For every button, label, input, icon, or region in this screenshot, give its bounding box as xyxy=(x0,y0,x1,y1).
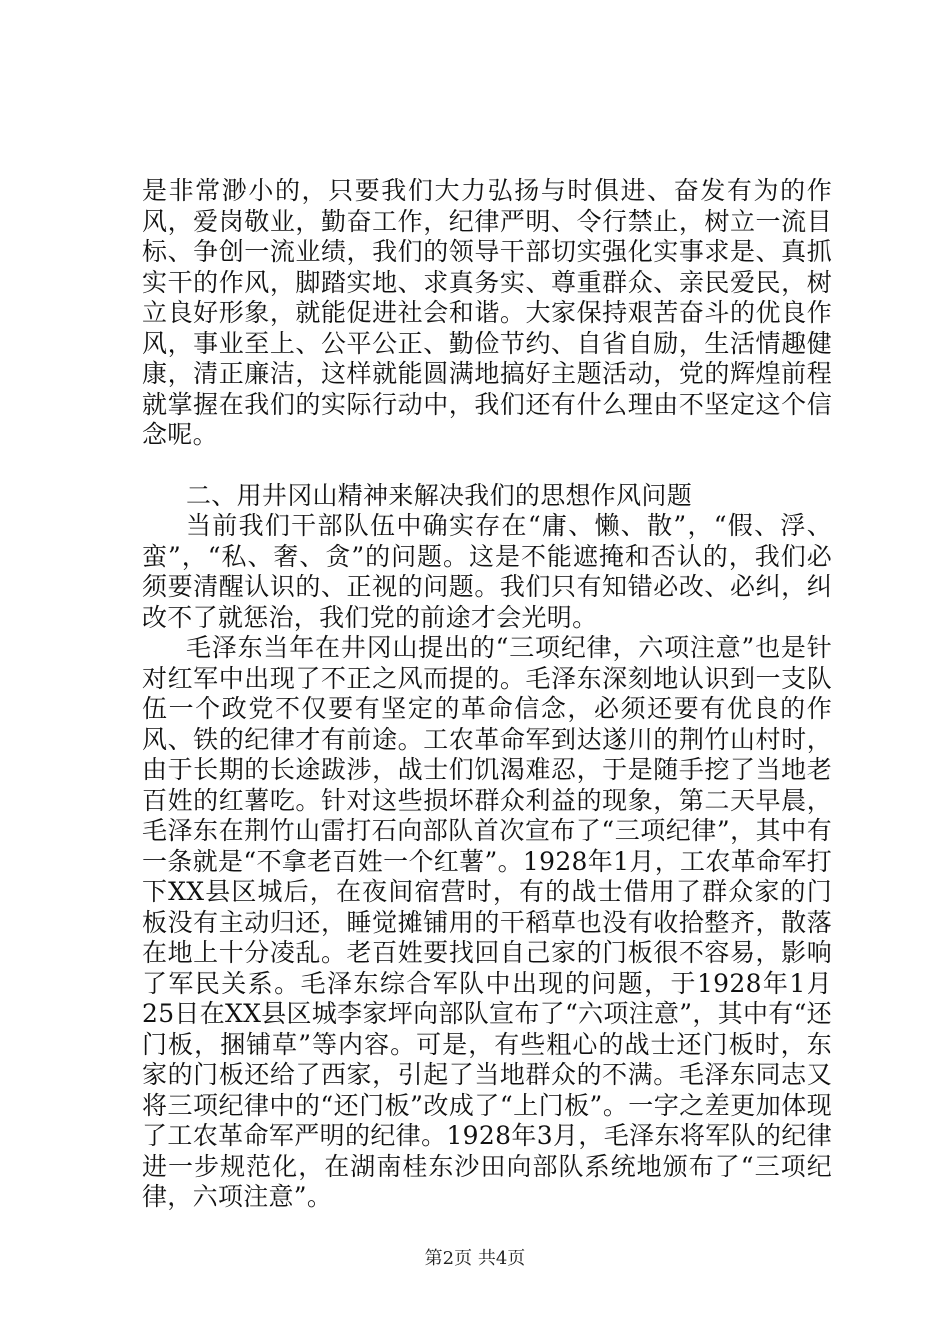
section-heading: 二、用井冈山精神来解决我们的思想作风问题 xyxy=(186,480,693,510)
paragraph: 毛泽东当年在井冈山提出的“三项纪律，六项注意”也是针对红军中出现了不正之风而提的。毛泽东深刻地认识到一支队伍一个政党不仅要有坚定的革命信念，必须还要有优良的作风、铁的纪律才有前途。工农革命军到达遂川的荆竹山村时，由于长期的长途跋涉，战士们饥渴难忍，于是随手挖了当地老百姓的红薯吃。针对这些损坏群众利益的现象，第二天早晨，毛泽东在荆竹山雷打石向部队首次宣布了“三项纪律”，其中有一条就是“不拿老百姓一个红薯”。1928年1月，工农革命军打下XX县区城后，在夜间宿营时，有的战士借用了群众家的门板没有主动归还，睡觉摊铺用的干稻草也没有收拾整齐，散落在地上十分凌乱。老百姓要找回自己家的门板很不容易，影响了军民关系。毛泽东综合军队中出现的问题，于1928年1月25日在XX县区城李家坪向部队宣布了“六项注意”，其中有“还门板，捆铺草”等内容。可是，有些粗心的战士还门板时，东家的门板还给了西家，引起了当地群众的不满。毛泽东同志又将三项纪律中的“还门板”改成了“上门板”。一字之差更加体现了工农革命军严明的纪律。1928年3月，毛泽东将军队的纪律进一步规范化，在湖南桂东沙田向部队系统地颁布了“三项纪律，六项注意”。 xyxy=(142,633,832,1211)
paragraph-continued: 是非常渺小的，只要我们大力弘扬与时俱进、奋发有为的作风，爱岗敬业，勤奋工作，纪律严明、令行禁止，树立一流目标、争创一流业绩，我们的领导干部切实强化实事求是、真抓实干的作风，脚踏实地、求真务实、尊重群众、亲民爱民，树立良好形象，就能促进社会和谐。大家保持艰苦奋斗的优良作风，事业至上、公平公正、勤俭节约、自省自励，生活情趣健康，清正廉洁，这样就能圆满地搞好主题活动，党的辉煌前程就掌握在我们的实际行动中，我们还有什么理由不坚定这个信念呢。 xyxy=(142,176,832,449)
paragraph-spacer xyxy=(142,451,832,481)
page-number-footer: 第2页 共4页 xyxy=(424,1248,526,1269)
document-body xyxy=(142,176,832,1213)
paragraph: 当前我们干部队伍中确实存在“庸、懒、散”，“假、浮、蛮”，“私、奢、贪”的问题。这是不能遮掩和否认的，我们必须要清醒认识的、正视的问题。我们只有知错必改、必纠，纠改不了就惩治，我们党的前途才会光明。 xyxy=(142,511,832,632)
